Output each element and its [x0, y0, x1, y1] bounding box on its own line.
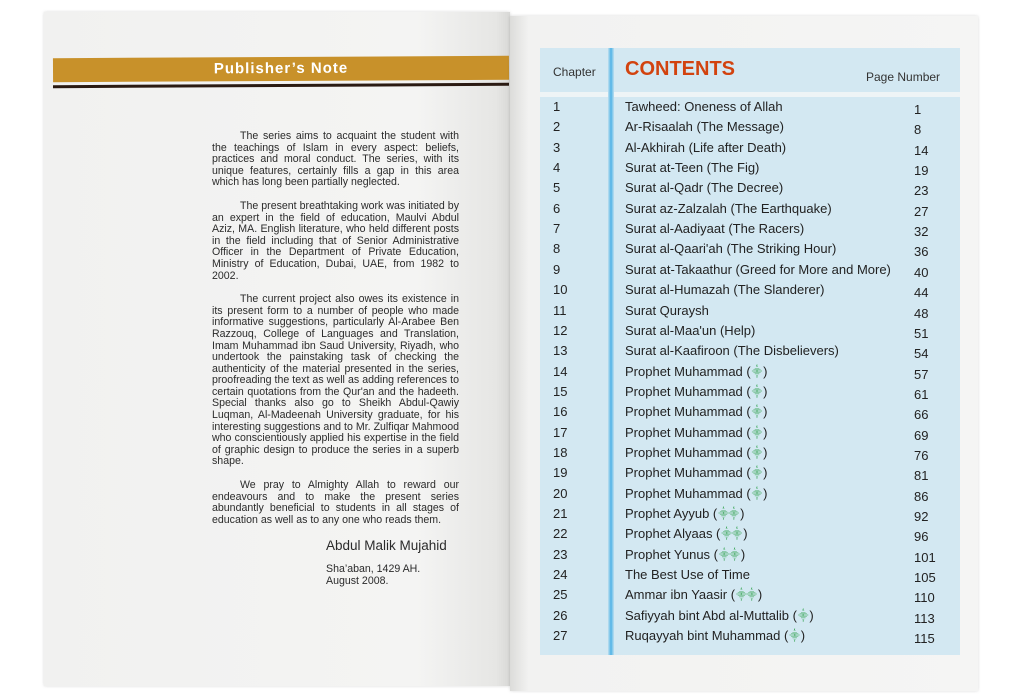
- chapter-title: [625, 547, 745, 562]
- chapter-number: 27: [553, 628, 568, 644]
- chapter-title: [625, 343, 839, 358]
- chapter-number: 25: [553, 587, 568, 603]
- page-number: 81: [914, 468, 929, 484]
- chapter-number: 1: [553, 99, 561, 114]
- chapter-title-close: ): [763, 363, 768, 379]
- contents-row: [540, 119, 960, 139]
- chapter-title: [625, 628, 805, 643]
- page-number: 14: [914, 142, 929, 158]
- contents-row: [540, 486, 960, 506]
- chapter-number: 5: [553, 180, 561, 196]
- contents-row: [540, 425, 960, 445]
- chapter-title: [625, 526, 748, 541]
- chapter-column-header: Chapter: [553, 65, 596, 79]
- contents-row: [540, 608, 960, 628]
- page-number: 23: [914, 183, 929, 199]
- chapter-title: [625, 221, 804, 236]
- page-number: 92: [914, 509, 929, 524]
- chapter-title-text: Prophet Ayyub (: [625, 506, 718, 521]
- chapter-title-text: Surat az-Zalzalah (The Earthquake): [625, 200, 832, 216]
- chapter-title: [625, 282, 824, 297]
- chapter-number: 12: [553, 322, 568, 338]
- chapter-title: [625, 140, 786, 155]
- chapter-title-close: ): [743, 526, 748, 542]
- page-number: 105: [914, 570, 936, 586]
- contents-row: [540, 282, 960, 302]
- chapter-title-text: Surat al-Maa'un (Help): [625, 322, 756, 338]
- contents-row: [540, 241, 960, 261]
- chapter-title-close: ): [740, 506, 745, 521]
- page-number: 40: [914, 264, 929, 280]
- page-number: 51: [914, 325, 929, 341]
- chapter-title-close: ): [763, 465, 768, 481]
- chapter-number: 17: [553, 424, 568, 440]
- chapter-title-text: Ammar ibn Yaasir (: [625, 587, 736, 603]
- page-number: 36: [914, 244, 929, 260]
- page-number: 54: [914, 346, 929, 362]
- chapter-number: 14: [553, 363, 568, 379]
- chapter-number: 6: [553, 200, 561, 216]
- page-number: 8: [914, 122, 922, 138]
- honorific-icon: ⸎⸎: [718, 509, 740, 520]
- page-number: 86: [914, 488, 929, 504]
- honorific-icon: ⸎: [751, 468, 763, 480]
- contents-row: [540, 364, 960, 384]
- chapter-title: [625, 445, 768, 460]
- note-paragraph: The series aims to acquaint the student with the teachings of Islam in every aspect: beliefs, practices and moral conduct. The series, with its unique features, certainly fills a gap in this area which has long been partially neglected.: [212, 130, 459, 189]
- contents-row: [540, 303, 960, 323]
- honorific-icon: ⸎: [751, 447, 763, 459]
- honorific-icon: ⸎: [751, 386, 763, 398]
- chapter-number: 26: [553, 607, 568, 623]
- chapter-number: 15: [553, 383, 568, 399]
- page-number: 113: [914, 610, 935, 626]
- page-number: 96: [914, 529, 929, 545]
- chapter-title-close: ): [809, 607, 814, 623]
- chapter-title: [625, 384, 768, 399]
- chapter-title: [625, 465, 768, 480]
- honorific-icon: ⸎: [789, 631, 800, 643]
- page-number: 1: [914, 102, 922, 117]
- signature-name: Abdul Malik Mujahid: [326, 538, 447, 553]
- chapter-title: [625, 303, 709, 318]
- chapter-title-text: Prophet Alyaas (: [625, 526, 721, 542]
- contents-row: [540, 547, 960, 567]
- chapter-title-close: ): [800, 628, 806, 644]
- contents-row: [540, 99, 960, 119]
- chapter-title: [625, 180, 783, 195]
- chapter-title-text: Prophet Muhammad (: [625, 444, 751, 460]
- chapter-title: [625, 241, 836, 256]
- honorific-icon: ⸎⸎: [736, 590, 757, 602]
- contents-row: [540, 628, 960, 648]
- page-number: 57: [914, 366, 929, 382]
- chapter-title-text: Ar-Risaalah (The Message): [625, 119, 784, 135]
- chapter-title: [625, 486, 768, 501]
- page-number: 76: [914, 447, 929, 463]
- contents-row: [540, 465, 960, 485]
- chapter-title: [625, 364, 768, 379]
- page-number: 19: [914, 163, 929, 179]
- page-number: 48: [914, 305, 929, 321]
- page-number: 115: [914, 631, 935, 647]
- note-paragraph: The current project also owes its existence in its present form to a number of people who made informative suggestions, particularly Al-Arabee Ben Razzouq, College of Languages and Translation, Imam Muhammad ibn Saud University, Riyadh, who undertook the painstaking task of checking the authenticity of the material presented in the series, proofreading the text as well as adding references to certain quotations from the Qur'an and the hadeeth. Special thanks also go to Sheikh Abdul-Qawiy Luqman, Al-Madeenah University graduate, for his interesting suggestions and to Mr. Zulfiqar Mahmood who conscientiously applied his expertise in the field of graphic design to produce the series in a superb shape.: [212, 293, 459, 468]
- chapter-title: [625, 323, 755, 338]
- page-number: 66: [914, 407, 929, 423]
- chapter-title-text: Prophet Muhammad (: [625, 404, 751, 420]
- chapter-title: [625, 608, 814, 623]
- contents-row: [540, 160, 960, 180]
- contents-row: [540, 587, 960, 607]
- chapter-title-text: Prophet Yunus (: [625, 546, 718, 562]
- chapter-number: 13: [553, 343, 568, 359]
- publishers-note-banner: [53, 56, 509, 82]
- honorific-icon: ⸎: [751, 366, 763, 378]
- page-number: 61: [914, 386, 929, 402]
- chapter-title-text: Prophet Muhammad (: [625, 383, 751, 399]
- chapter-title: [625, 425, 768, 440]
- contents-row: [540, 180, 960, 200]
- contents-title: CONTENTS: [625, 58, 735, 80]
- chapter-title-text: Prophet Muhammad (: [625, 363, 751, 379]
- chapter-title-text: Prophet Muhammad (: [625, 485, 751, 501]
- chapter-title-close: ): [763, 485, 768, 501]
- honorific-icon: ⸎: [751, 427, 763, 439]
- contents-row: [540, 404, 960, 424]
- contents-row: [540, 262, 960, 282]
- header-separator: [540, 92, 960, 97]
- chapter-title-close: ): [763, 424, 768, 440]
- chapter-title-text: Surat at-Takaathur (Greed for More and More): [625, 261, 891, 277]
- chapter-number: 20: [553, 485, 568, 501]
- contents-row: [540, 384, 960, 404]
- chapter-number: 4: [553, 160, 561, 176]
- chapter-number: 21: [553, 506, 568, 521]
- chapter-number: 9: [553, 261, 561, 277]
- page-number: 101: [914, 549, 936, 565]
- contents-row: [540, 343, 960, 363]
- note-paragraph: We pray to Almighty Allah to reward our endeavours and to make the present series abundantly beneficial to students in all stages of education as well as to any one who reads them.: [212, 479, 459, 526]
- contents-row: [540, 526, 960, 546]
- chapter-number: 22: [553, 526, 568, 542]
- contents-row: [540, 506, 960, 526]
- chapter-number: 23: [553, 546, 568, 562]
- page-number: 32: [914, 224, 929, 240]
- honorific-icon: ⸎: [797, 610, 809, 622]
- chapter-title-text: Surat al-Kaafiroon (The Disbelievers): [625, 343, 839, 359]
- chapter-number: 10: [553, 282, 568, 298]
- chapter-title-close: ): [740, 546, 746, 562]
- chapter-title: [625, 567, 750, 582]
- chapter-title: [625, 404, 768, 419]
- date-hijri: Sha’aban, 1429 AH.: [326, 563, 421, 575]
- chapter-title-close: ): [763, 383, 768, 399]
- honorific-icon: ⸎⸎: [719, 549, 740, 561]
- date-gregorian: August 2008.: [326, 575, 389, 587]
- chapter-title: [625, 119, 784, 134]
- chapter-title: [625, 506, 744, 521]
- publishers-note-heading: Publisher’s Note: [213, 59, 349, 78]
- chapter-number: 8: [553, 241, 561, 257]
- chapter-title-text: Surat al-Qaari'ah (The Striking Hour): [625, 241, 837, 257]
- chapter-title-close: ): [763, 404, 768, 420]
- chapter-title-text: Tawheed: Oneness of Allah: [625, 99, 783, 114]
- chapter-number: 18: [553, 444, 568, 460]
- chapter-title-text: Surat Quraysh: [625, 302, 709, 318]
- chapter-number: 3: [553, 139, 561, 155]
- chapter-title-text: Ruqayyah bint Muhammad (: [625, 628, 789, 644]
- chapter-number: 11: [553, 302, 567, 318]
- chapter-title-text: The Best Use of Time: [625, 567, 750, 583]
- chapter-title-text: Surat al-Humazah (The Slanderer): [625, 282, 825, 298]
- chapter-number: 2: [553, 119, 561, 135]
- chapter-title-close: ): [763, 444, 768, 460]
- contents-row: [540, 140, 960, 160]
- honorific-icon: ⸎: [751, 488, 763, 500]
- contents-row: [540, 445, 960, 465]
- chapter-title: [625, 262, 891, 277]
- contents-row: [540, 323, 960, 343]
- page-number: 110: [914, 590, 935, 606]
- chapter-title-text: Prophet Muhammad (: [625, 465, 751, 481]
- chapter-title-text: Al-Akhirah (Life after Death): [625, 139, 787, 155]
- chapter-title-text: Surat al-Aadiyaat (The Racers): [625, 221, 805, 237]
- page-number: 69: [914, 427, 929, 443]
- note-paragraph: The present breathtaking work was initiated by an expert in the field of education, Maulvi Abdul Aziz, MA. English literature, who held different posts in the field including that of Senior Administrative Officer in the Department of Private Education, Ministry of Education, Dubai, UAE, from 1982 to 2002.: [212, 199, 459, 282]
- chapter-title-text: Surat at-Teen (The Fig): [625, 160, 760, 176]
- chapter-number: 16: [553, 404, 568, 420]
- page-number-column-header: Page Number: [866, 70, 941, 84]
- page-number: 44: [914, 285, 929, 301]
- contents-row: [540, 201, 960, 221]
- publishers-note-body: [212, 131, 459, 538]
- honorific-icon: ⸎⸎: [721, 529, 743, 541]
- chapter-title-close: ): [757, 587, 763, 603]
- contents-row: [540, 221, 960, 241]
- chapter-title-text: Prophet Muhammad (: [625, 424, 751, 440]
- chapter-title: [625, 99, 783, 114]
- chapter-title-text: Safiyyah bint Abd al-Muttalib (: [625, 607, 797, 623]
- chapter-number: 24: [553, 567, 568, 583]
- chapter-title-text: Surat al-Qadr (The Decree): [625, 180, 784, 196]
- chapter-number: 19: [553, 465, 568, 481]
- chapter-title: [625, 587, 762, 602]
- page-number: 27: [914, 203, 929, 219]
- contents-row: [540, 567, 960, 587]
- chapter-title: [625, 160, 759, 175]
- honorific-icon: ⸎: [751, 407, 763, 419]
- chapter-title: [625, 201, 832, 216]
- chapter-number: 7: [553, 221, 561, 237]
